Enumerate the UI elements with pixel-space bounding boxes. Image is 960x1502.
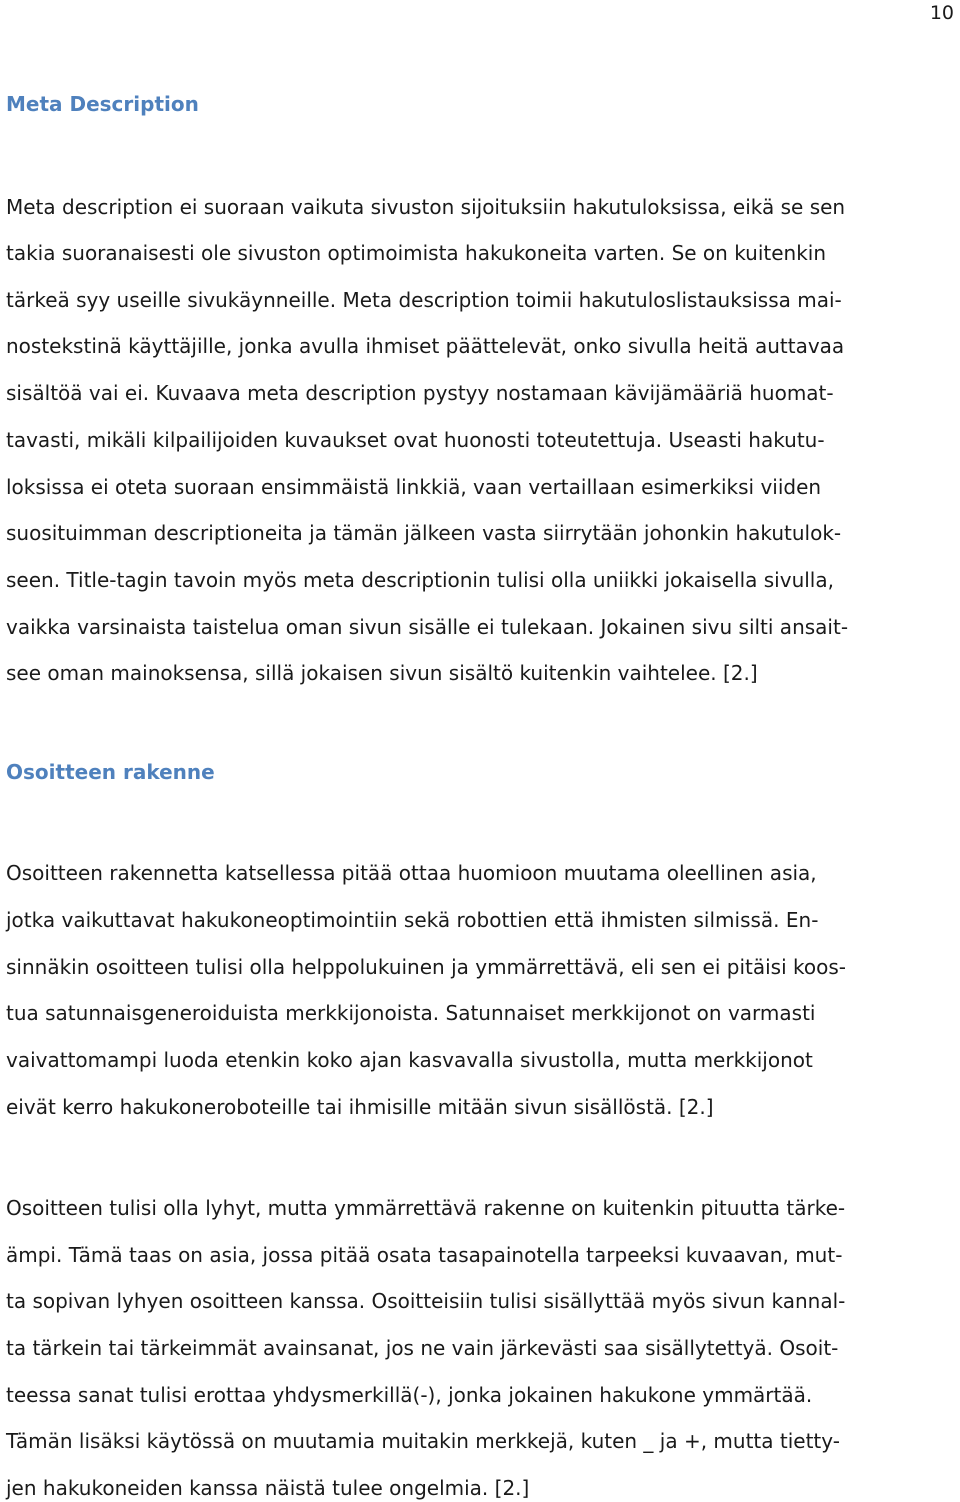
- section-heading-osoitteen-rakenne: Osoitteen rakenne: [6, 760, 215, 784]
- text-line: ämpi. Tämä taas on asia, jossa pitää osata tasapainotella tarpeeksi kuvaavan, mut-: [6, 1243, 843, 1267]
- text-line: eivät kerro hakukoneroboteille tai ihmisille mitään sivun sisällöstä. [2.]: [6, 1095, 714, 1119]
- text-line: takia suoranaisesti ole sivuston optimoimista hakukoneita varten. Se on kuitenkin: [6, 241, 827, 265]
- text-line: vaikka varsinaista taistelua oman sivun sisälle ei tulekaan. Jokainen sivu silti ansait-: [6, 615, 849, 639]
- text-line: Osoitteen rakennetta katsellessa pitää ottaa huomioon muutama oleellinen asia,: [6, 861, 817, 885]
- text-line: vaivattomampi luoda etenkin koko ajan kasvavalla sivustolla, mutta merkkijonot: [6, 1048, 813, 1072]
- text-line: tua satunnaisgeneroiduista merkkijonoista. Satunnaiset merkkijonot on varmasti: [6, 1001, 816, 1025]
- text-line: nostekstinä käyttäjille, jonka avulla ihmiset päättelevät, onko sivulla heitä auttavaa: [6, 334, 845, 358]
- text-line: tärkeä syy useille sivukäynneille. Meta description toimii hakutuloslistauksissa mai-: [6, 288, 842, 312]
- text-line: Meta description ei suoraan vaikuta sivuston sijoituksiin hakutuloksissa, eikä se sen: [6, 195, 846, 219]
- text-line: ta sopivan lyhyen osoitteen kanssa. Osoitteisiin tulisi sisällyttää myös sivun kannal-: [6, 1289, 846, 1313]
- text-line: Tämän lisäksi käytössä on muutamia muitakin merkkejä, kuten _ ja +, mutta tietty-: [6, 1429, 840, 1453]
- text-line: teessa sanat tulisi erottaa yhdysmerkillä(-), jonka jokainen hakukone ymmärtää.: [6, 1383, 813, 1407]
- text-line: sinnäkin osoitteen tulisi olla helppolukuinen ja ymmärrettävä, eli sen ei pitäisi koos-: [6, 955, 846, 979]
- text-line: tavasti, mikäli kilpailijoiden kuvaukset ovat huonosti toteutettuja. Useasti hakutu-: [6, 428, 825, 452]
- text-line: jen hakukoneiden kanssa näistä tulee ongelmia. [2.]: [6, 1476, 530, 1500]
- text-line: Osoitteen tulisi olla lyhyt, mutta ymmärrettävä rakenne on kuitenkin pituutta tärke-: [6, 1196, 846, 1220]
- text-line: sisältöä vai ei. Kuvaava meta description pystyy nostamaan kävijämääriä huomat-: [6, 381, 834, 405]
- text-line: jotka vaikuttavat hakukoneoptimointiin sekä robottien että ihmisten silmissä. En-: [6, 908, 819, 932]
- text-line: seen. Title-tagin tavoin myös meta descriptionin tulisi olla uniikki jokaisella sivulla,: [6, 568, 834, 592]
- section-heading-meta-description: Meta Description: [6, 92, 199, 116]
- text-line: suosituimman descriptioneita ja tämän jälkeen vasta siirrytään johonkin hakutulok-: [6, 521, 842, 545]
- page-number: 10: [929, 2, 954, 24]
- text-line: see oman mainoksensa, sillä jokaisen sivun sisältö kuitenkin vaihtelee. [2.]: [6, 661, 758, 685]
- text-line: loksissa ei oteta suoraan ensimmäistä linkkiä, vaan vertaillaan esimerkiksi viiden: [6, 475, 822, 499]
- text-line: ta tärkein tai tärkeimmät avainsanat, jos ne vain järkevästi saa sisällytettyä. Osoit-: [6, 1336, 839, 1360]
